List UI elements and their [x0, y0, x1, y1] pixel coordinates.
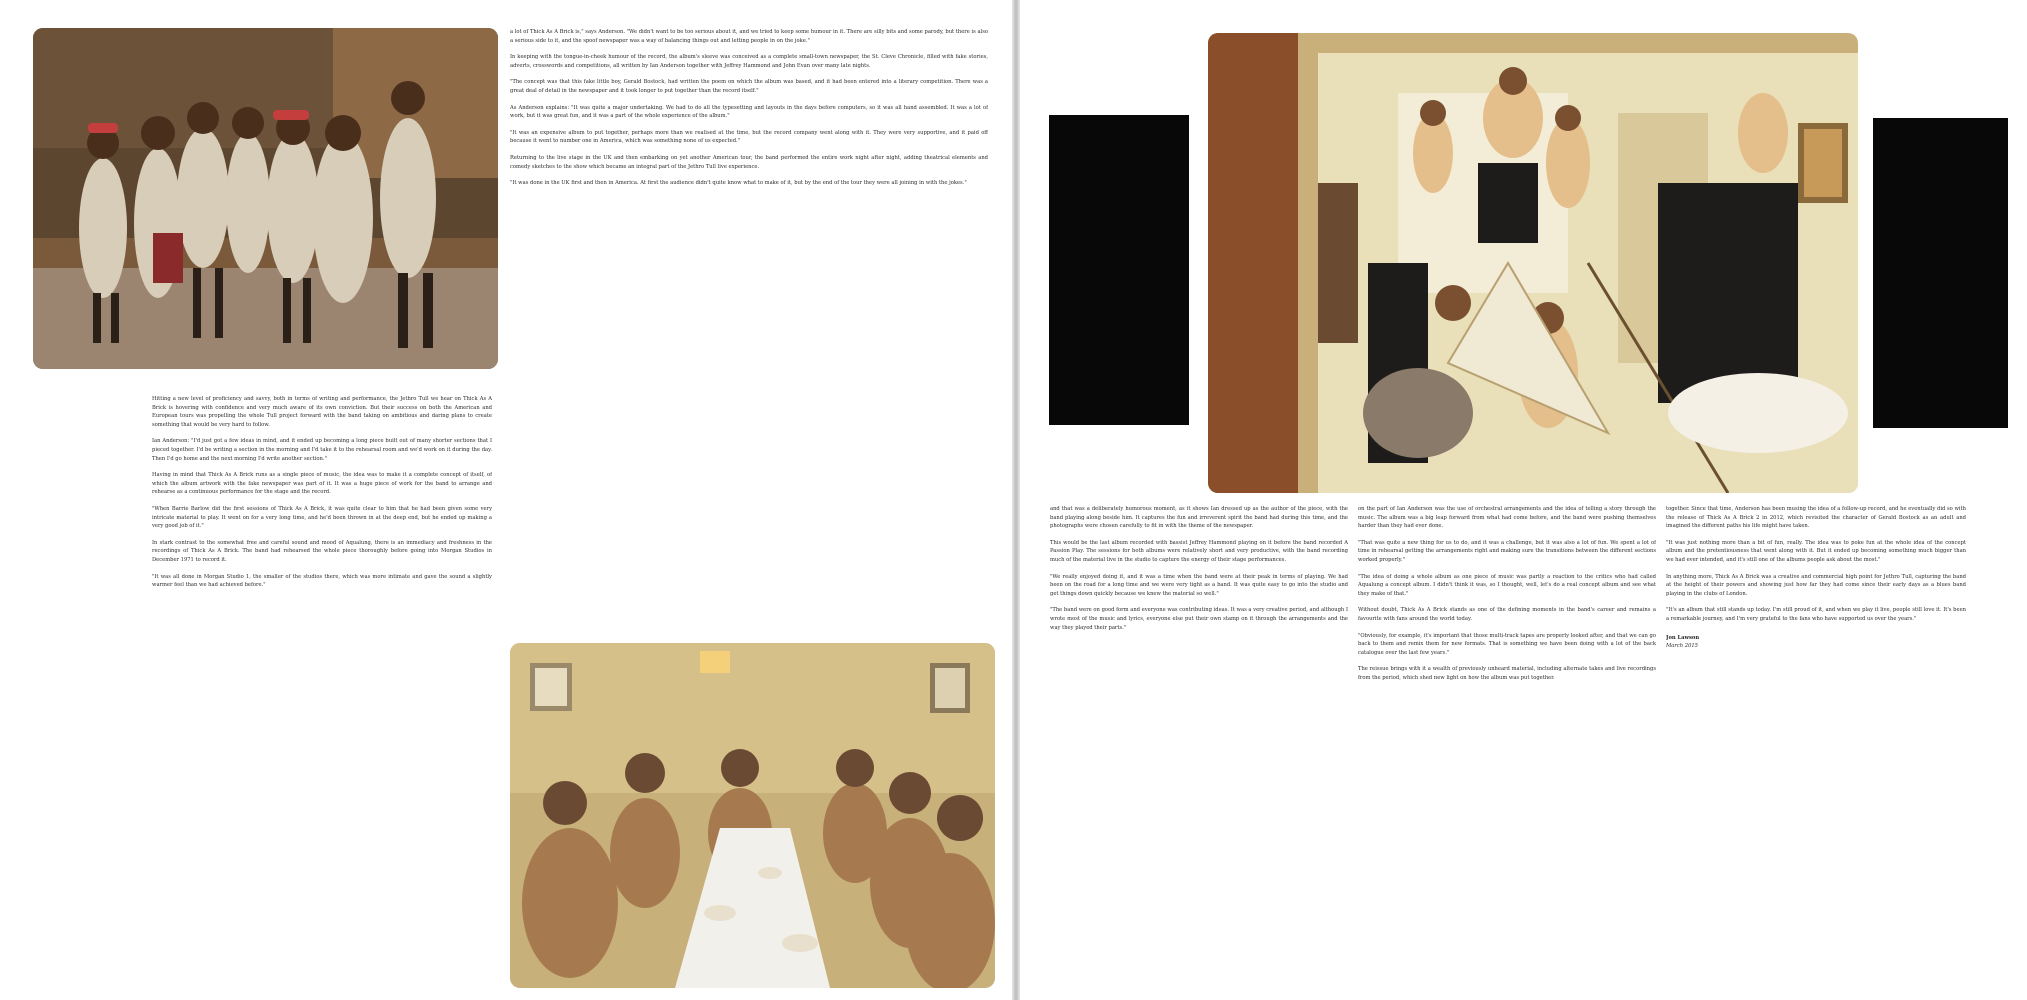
author-date: March 2015: [1666, 643, 1698, 650]
paragraph: Without doubt, Thick As A Brick stands as one of the defining moments in the band's career and remains a favourite with fans around the world today.: [1358, 607, 1656, 622]
left-page: [0, 0, 1012, 1000]
text-column-3: [1050, 505, 1348, 990]
paragraph: "The concept was that this fake little boy, Gerald Bostock, had written the poem on which the album was based, and it had been entered into a literary competition. There was a great deal of detail in the newspaper and it took longer to put together than the record itself.": [510, 79, 988, 94]
text-column-5: [1666, 505, 1966, 990]
paragraph: "The idea of doing a whole album as one piece of music was partly a reaction to the critics who had called Aqualung a concept album. I didn't think it was, so I thought, well, let's do a real concept album and see what they make of that.": [1358, 573, 1656, 597]
paragraph: "That was quite a new thing for us to do, and it was a challenge, but it was also a lot of fun. We spent a lot of time in rehearsal getting the arrangements right and making sure the transitions between the different sections worked properly.": [1358, 539, 1656, 563]
street-crowd-photo: [33, 28, 498, 369]
paragraph: Ian Anderson: "I'd just got a few ideas in mind, and it ended up becoming a long piece built out of many shorter sections that I pieced together. I'd be writing a section in the morning and I'd take it to the rehearsal room and we'd work on it during the day. Then I'd go home and the next morning I'd write another section.": [152, 438, 492, 462]
paragraph: "It was all done in Morgan Studio 1, the smaller of the studios there, which was more intimate and gave the sound a slightly warmer feel than we had achieved before.": [152, 573, 492, 589]
paragraph: a lot of Thick As A Brick is," says Anderson. "We didn't want to be too serious about it, and we tried to keep some humour in it. There are silly bits and some parody, but there is also a serious side to it, and the spoof newspaper was a way of balancing things out and letting people in on the joke.": [510, 29, 988, 44]
paragraph: In stark contrast to the somewhat free and careful sound and mood of Aqualung, there is an immediacy and freshness in the recordings of Thick As A Brick. The band had rehearsed the whole piece thoroughly before going into Morgan Studios in December 1971 to record it.: [152, 539, 492, 563]
hotel-room-photo: [1208, 33, 1858, 493]
paragraph: "It's an album that still stands up today. I'm still proud of it, and when we play it live, people still love it. It's been a remarkable journey, and I'm very grateful to the fans who have supported us over the years.": [1666, 607, 1966, 622]
paragraph: "When Barrie Barlow did the first sessions of Thick As A Brick, it was quite clear to him that he had been given some very intricate material to play. It went on for a very long time, and he'd been thrown in at the deep end, but he ended up making a very good job of it.": [152, 505, 492, 530]
paragraph: "The band were on good form and everyone was contributing ideas. It was a very creative period, and although I wrote most of the music and lyrics, everyone else put their own stamp on it through the arrangements and the way they played their parts.": [1050, 607, 1348, 631]
black-panel-left: [1049, 115, 1189, 425]
page-gutter: [1012, 0, 1020, 1000]
paragraph: "It was just nothing more than a bit of fun, really. The idea was to poke fun at the whole idea of the concept album and the pretentiousness that went along with it. But it ended up becoming something much bigger than we had ever intended, and it's still one of the albums people ask about the most.": [1666, 539, 1966, 563]
paragraph: and that was a deliberately humorous moment, as it shows Ian dressed up as the author of the piece, with the band playing along beside him. It captures the fun and irreverent spirit the band had during this time, and the photographs were chosen carefully to fit in with the theme of the newspaper.: [1050, 506, 1348, 530]
paragraph: The reissue brings with it a wealth of previously unheard material, including alternate takes and live recordings from the period, which shed new light on how the album was put together.: [1358, 666, 1656, 681]
paragraph: "Obviously, for example, it's important that those multi-track tapes are properly looked after, and that we can go back to them and remix them for new formats. That is something we have been doing with a lot of the back catalogue over the last few years.": [1358, 632, 1656, 656]
black-panel-right: [1873, 118, 2008, 428]
text-column-2: [510, 28, 988, 628]
paragraph: Hitting a new level of proficiency and savvy, both in terms of writing and performance, the Jethro Tull we hear on Thick As A Brick is hovering with confidence and very much aware of its own conviction. But their success on both the American and European tours was propelling the whole Tull project forward with the band taking on ambitious and daring plans to create something that would be very hard to follow.: [152, 396, 492, 428]
paragraph: As Anderson explains: "It was quite a major undertaking. We had to do all the typesetting and layouts in the days before computers, so it was all hand assembled. It was a lot of work, but it was great fun, and it was a part of the whole experience of the album.": [510, 104, 988, 120]
paragraph: "We really enjoyed doing it, and it was a time when the band were at their peak in terms of playing. We had been on the road for a long time and we were very tight as a band. It was quite easy to go into the studio and get things down quickly because we knew the material so well.": [1050, 573, 1348, 597]
right-page: [1020, 0, 2027, 1000]
paragraph: "It was an expensive album to put together, perhaps more than we realised at the time, but the record company went along with it. They were very supportive, and it paid off because it went to number one in America, which was something none of us expected.": [510, 129, 988, 145]
paragraph: together. Since that time, Anderson has been musing the idea of a follow-up record, and he eventually did so with the release of Thick As A Brick 2 in 2012, which revisited the character of Gerald Bostock as an adult and imagined the different paths his life might have taken.: [1666, 506, 1966, 530]
paragraph: "It was done in the UK first and then in America. At first the audience didn't quite know what to make of it, but by the end of the tour they were all joining in with the jokes.": [510, 180, 967, 187]
paragraph: In anything more, Thick As A Brick was a creative and commercial high point for Jethro Tull, capturing the band at the height of their powers and showing just how far they had come since their early days as a blues band playing in the clubs of London.: [1666, 573, 1966, 597]
text-column-4: [1358, 505, 1656, 990]
tea-party-photo: [510, 643, 995, 988]
paragraph: Having in mind that Thick As A Brick runs as a single piece of music, the idea was to make it a complete concept of itself, of which the album artwork with the fake newspaper was part of it. It was a huge piece of work for the band to arrange and rehearse as a continuous performance for the stage and the record.: [152, 472, 492, 496]
paragraph: In keeping with the tongue-in-cheek humour of the record, the album's sleeve was conceived as a complete small-town newspaper, the St. Cleve Chronicle, filled with fake stories, adverts, crosswords and competitions, all written by Ian Anderson together with Jeffrey Hammond and John Evan over many late nights.: [510, 54, 988, 69]
paragraph: Returning to the live stage in the UK and then embarking on yet another American tour, the band performed the entire work night after night, adding theatrical elements and comedy sketches to the show which became an integral part of the Jethro Tull live experience.: [510, 154, 988, 170]
text-column-1: [152, 395, 492, 990]
paragraph: This would be the last album recorded with bassist Jeffrey Hammond playing on it before the band recorded A Passion Play. The sessions for both albums were relatively short and very productive, with the band recording much of the material live in the studio to capture the energy of their stage performances.: [1050, 539, 1348, 563]
paragraph: on the part of Ian Anderson was the use of orchestral arrangements and the idea of telling a story through the music. The album was a big leap forward from what had come before, and the band were pushing themselves harder than they had ever done.: [1358, 506, 1656, 530]
author-name: Jon Lawson: [1666, 634, 1700, 641]
